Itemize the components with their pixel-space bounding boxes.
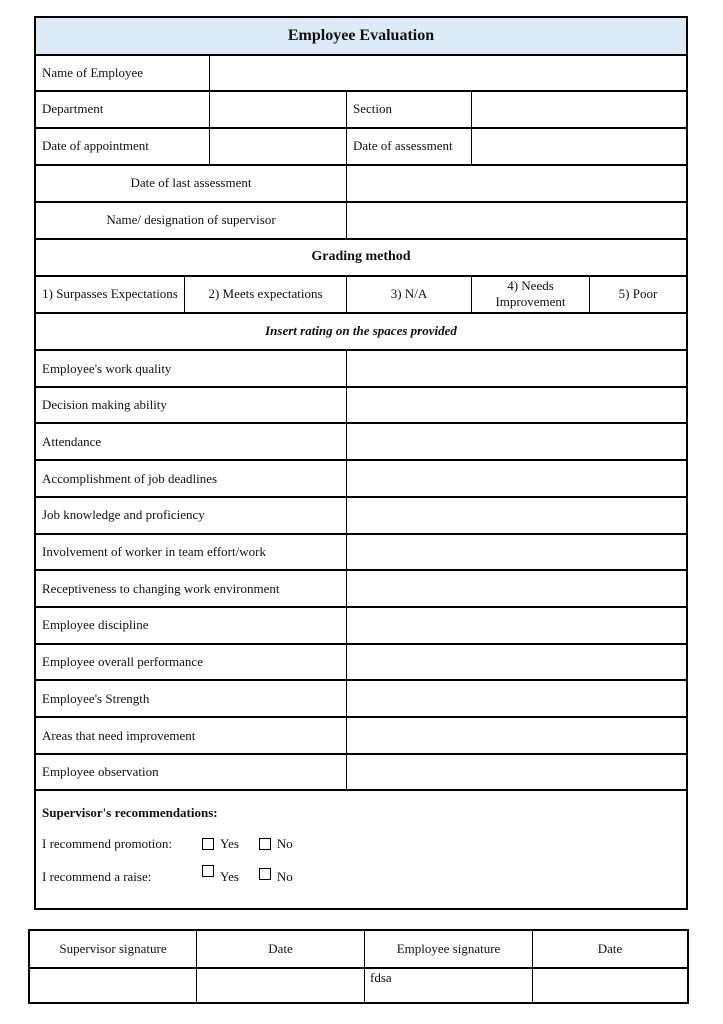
employee-evaluation-form — [34, 16, 688, 910]
criteria-rating-field[interactable] — [348, 350, 686, 387]
criteria-rating-field[interactable] — [348, 570, 686, 607]
grade-3: 3) N/A — [390, 286, 428, 302]
criteria-rating-field[interactable] — [348, 717, 686, 754]
date-of-assessment-label: Date of assessment — [353, 138, 453, 154]
criteria-label: Employee overall performance — [42, 654, 203, 670]
supervisor-name-field[interactable] — [348, 202, 686, 238]
raise-yes-checkbox[interactable] — [202, 865, 214, 877]
criteria-label: Receptiveness to changing work environment — [42, 580, 280, 596]
supervisor-date-header: Date — [268, 941, 293, 957]
date-of-last-assessment-field[interactable] — [348, 165, 686, 201]
employee-signature-header: Employee signature — [396, 941, 501, 957]
promotion-label: I recommend promotion: — [42, 836, 172, 851]
promotion-no-checkbox[interactable] — [259, 838, 271, 850]
divider — [209, 55, 210, 91]
name-of-employee-label: Name of Employee — [42, 65, 144, 81]
criteria-rating-field[interactable] — [348, 387, 686, 424]
promotion-yes-checkbox[interactable] — [202, 838, 214, 850]
criteria-rating-field[interactable] — [348, 607, 686, 644]
grading-method-title: Grading method — [311, 248, 411, 264]
supervisor-name-label: Name/ designation of supervisor — [106, 212, 276, 228]
grade-4: 4) Needs Improvement — [495, 278, 566, 309]
criteria-label: Attendance — [42, 433, 102, 449]
rating-instruction: Insert rating on the spaces provided — [265, 323, 457, 339]
raise-no-checkbox[interactable] — [259, 868, 271, 880]
grade-5: 5) Poor — [618, 286, 658, 302]
section-field[interactable] — [473, 91, 686, 127]
section-label: Section — [353, 101, 392, 117]
criteria-label: Employee's Strength — [42, 690, 150, 706]
employee-signature-field[interactable]: fdsa — [370, 970, 392, 985]
raise-yes-label: Yes — [220, 869, 239, 884]
recommendations-title: Supervisor's recommendations: — [42, 805, 218, 821]
employee-date-field[interactable] — [533, 968, 687, 1002]
signature-table — [28, 929, 689, 1004]
divider — [36, 789, 686, 791]
name-of-employee-field[interactable] — [211, 55, 686, 91]
criteria-label: Job knowledge and proficiency — [42, 507, 205, 523]
date-of-last-assessment-label: Date of last assessment — [130, 175, 252, 191]
employee-date-header: Date — [597, 941, 623, 957]
date-of-assessment-field[interactable] — [473, 128, 686, 164]
supervisor-signature-header: Supervisor signature — [59, 941, 167, 957]
criteria-label: Decision making ability — [42, 397, 167, 413]
raise-label: I recommend a raise: — [42, 869, 152, 884]
criteria-label: Areas that need improvement — [42, 727, 196, 743]
raise-row — [42, 869, 293, 885]
raise-no-label: No — [276, 869, 293, 884]
criteria-rating-field[interactable] — [348, 423, 686, 460]
criteria-rating-field[interactable] — [348, 680, 686, 717]
supervisor-signature-field[interactable] — [30, 968, 196, 1002]
department-field[interactable] — [211, 91, 347, 127]
criteria-rating-field[interactable] — [348, 754, 686, 791]
divider — [364, 931, 365, 1002]
criteria-label: Employee's work quality — [42, 360, 172, 376]
criteria-rating-field[interactable] — [348, 460, 686, 497]
criteria-rating-field[interactable] — [348, 644, 686, 681]
criteria-rating-field[interactable] — [348, 497, 686, 534]
supervisor-date-field[interactable] — [197, 968, 364, 1002]
criteria-label: Accomplishment of job deadlines — [42, 470, 218, 486]
promotion-yes-label: Yes — [220, 836, 239, 851]
date-of-appointment-label: Date of appointment — [42, 138, 149, 154]
date-of-appointment-field[interactable] — [211, 128, 347, 164]
form-title: Employee Evaluation — [36, 18, 686, 54]
criteria-label: Involvement of worker in team effort/work — [42, 544, 266, 560]
promotion-row — [42, 836, 293, 852]
grade-1: 1) Surpasses Expectations — [42, 286, 178, 302]
grade-2: 2) Meets expectations — [208, 286, 323, 302]
criteria-label: Employee discipline — [42, 617, 149, 633]
criteria-rating-field[interactable] — [348, 534, 686, 571]
divider — [346, 350, 347, 790]
criteria-label: Employee observation — [42, 764, 159, 780]
promotion-no-label: No — [276, 836, 293, 851]
department-label: Department — [42, 101, 104, 117]
